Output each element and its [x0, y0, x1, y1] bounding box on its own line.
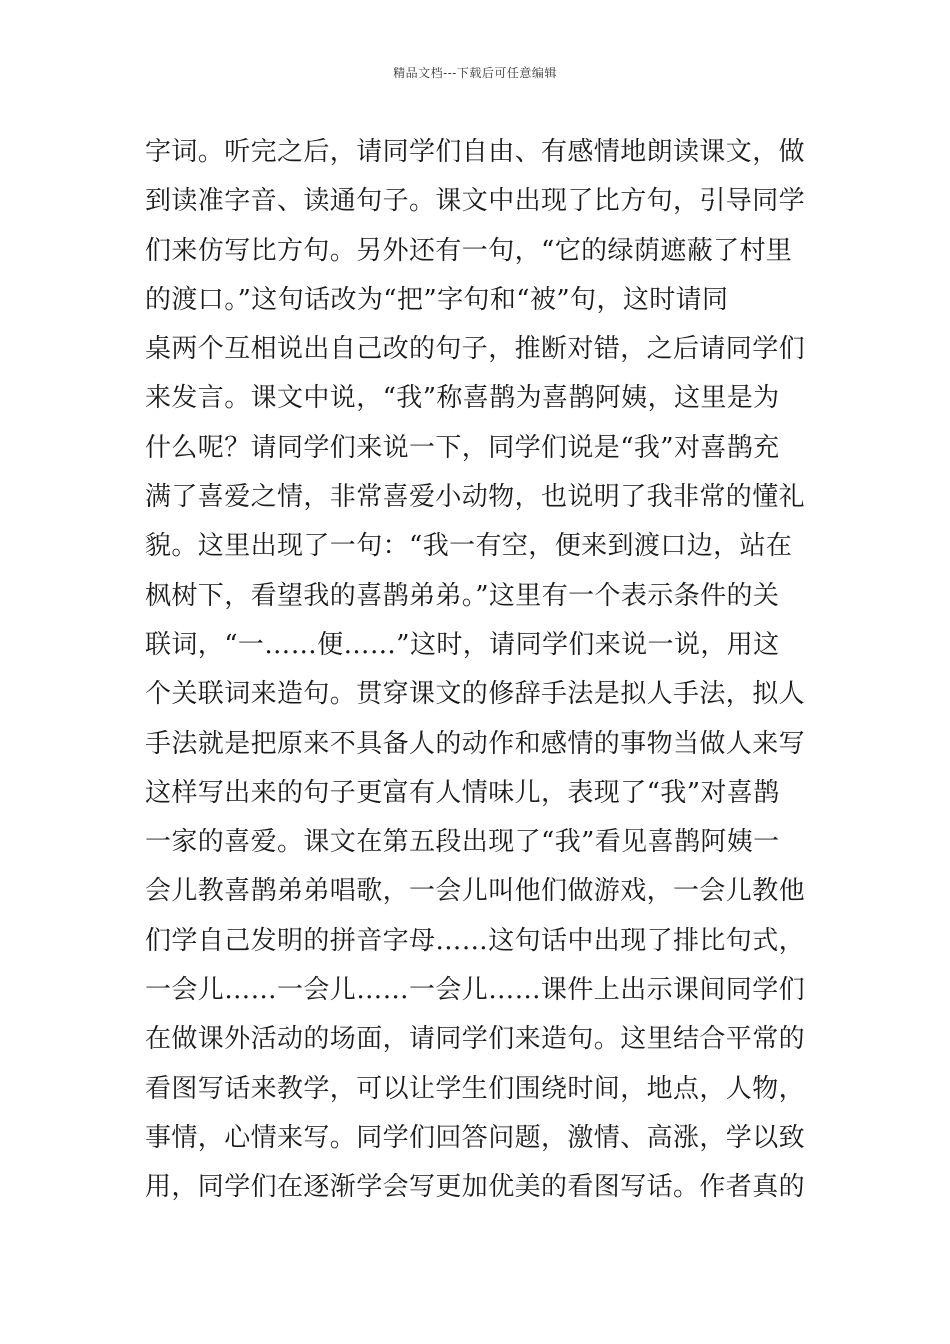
text-line: 一会儿……一会儿……一会儿……课件上出示课间同学们	[145, 975, 806, 1006]
text-line: 个关联词来造句。贯穿课文的修辞手法是拟人手法，拟人	[145, 679, 806, 710]
text-line: 什么呢？请同学们来说一下，同学们说是“我”对喜鹊充	[145, 432, 780, 463]
text-line: 手法就是把原来不具备人的动作和感情的事物当做人来写	[145, 728, 806, 759]
text-line: 桌两个互相说出自己改的句子，推断对错，之后请同学们	[145, 334, 806, 365]
text-line: 一家的喜爱。课文在第五段出现了“我”看见喜鹊阿姨一	[145, 827, 780, 858]
body-text	[145, 128, 807, 1213]
text-line: 这样写出来的句子更富有人情味儿，表现了“我”对喜鹊	[145, 777, 780, 808]
text-line: 枫树下，看望我的喜鹊弟弟。”这里有一个表示条件的关	[145, 580, 780, 611]
text-line: 用，同学们在逐渐学会写更加优美的看图写话。作者真的	[145, 1172, 806, 1203]
text-line: 事情，心情来写。同学们回答问题，激情、高涨，学以致	[145, 1122, 806, 1153]
text-line: 貌。这里出现了一句：“我一有空，便来到渡口边，站在	[145, 531, 793, 562]
page-header: 精品文档---下载后可任意编辑	[393, 66, 557, 80]
text-line: 们来仿写比方句。另外还有一句，“它的绿荫遮蔽了村里	[145, 235, 793, 266]
text-line: 们学自己发明的拼音字母……这句话中出现了排比句式，	[145, 925, 806, 956]
text-line: 满了喜爱之情，非常喜爱小动物，也说明了我非常的懂礼	[145, 482, 806, 513]
text-line: 来发言。课文中说，“我”称喜鹊为喜鹊阿姨，这里是为	[145, 383, 780, 414]
text-line: 看图写话来教学，可以让学生们围绕时间，地点，人物，	[145, 1073, 806, 1104]
text-line: 会儿教喜鹊弟弟唱歌，一会儿叫他们做游戏，一会儿教他	[145, 876, 806, 907]
text-line: 字词。听完之后，请同学们自由、有感情地朗读课文，做	[145, 137, 806, 167]
text-line: 联词，“一……便……”这时，请同学们来说一说，用这	[145, 629, 780, 660]
text-line: 的渡口。”这句话改为“把”字句和“被”句，这时请同	[145, 284, 729, 315]
text-line: 到读准字音、读通句子。课文中出现了比方句，引导同学	[145, 186, 806, 217]
text-line: 在做课外活动的场面，请同学们来造句。这里结合平常的	[145, 1024, 806, 1055]
